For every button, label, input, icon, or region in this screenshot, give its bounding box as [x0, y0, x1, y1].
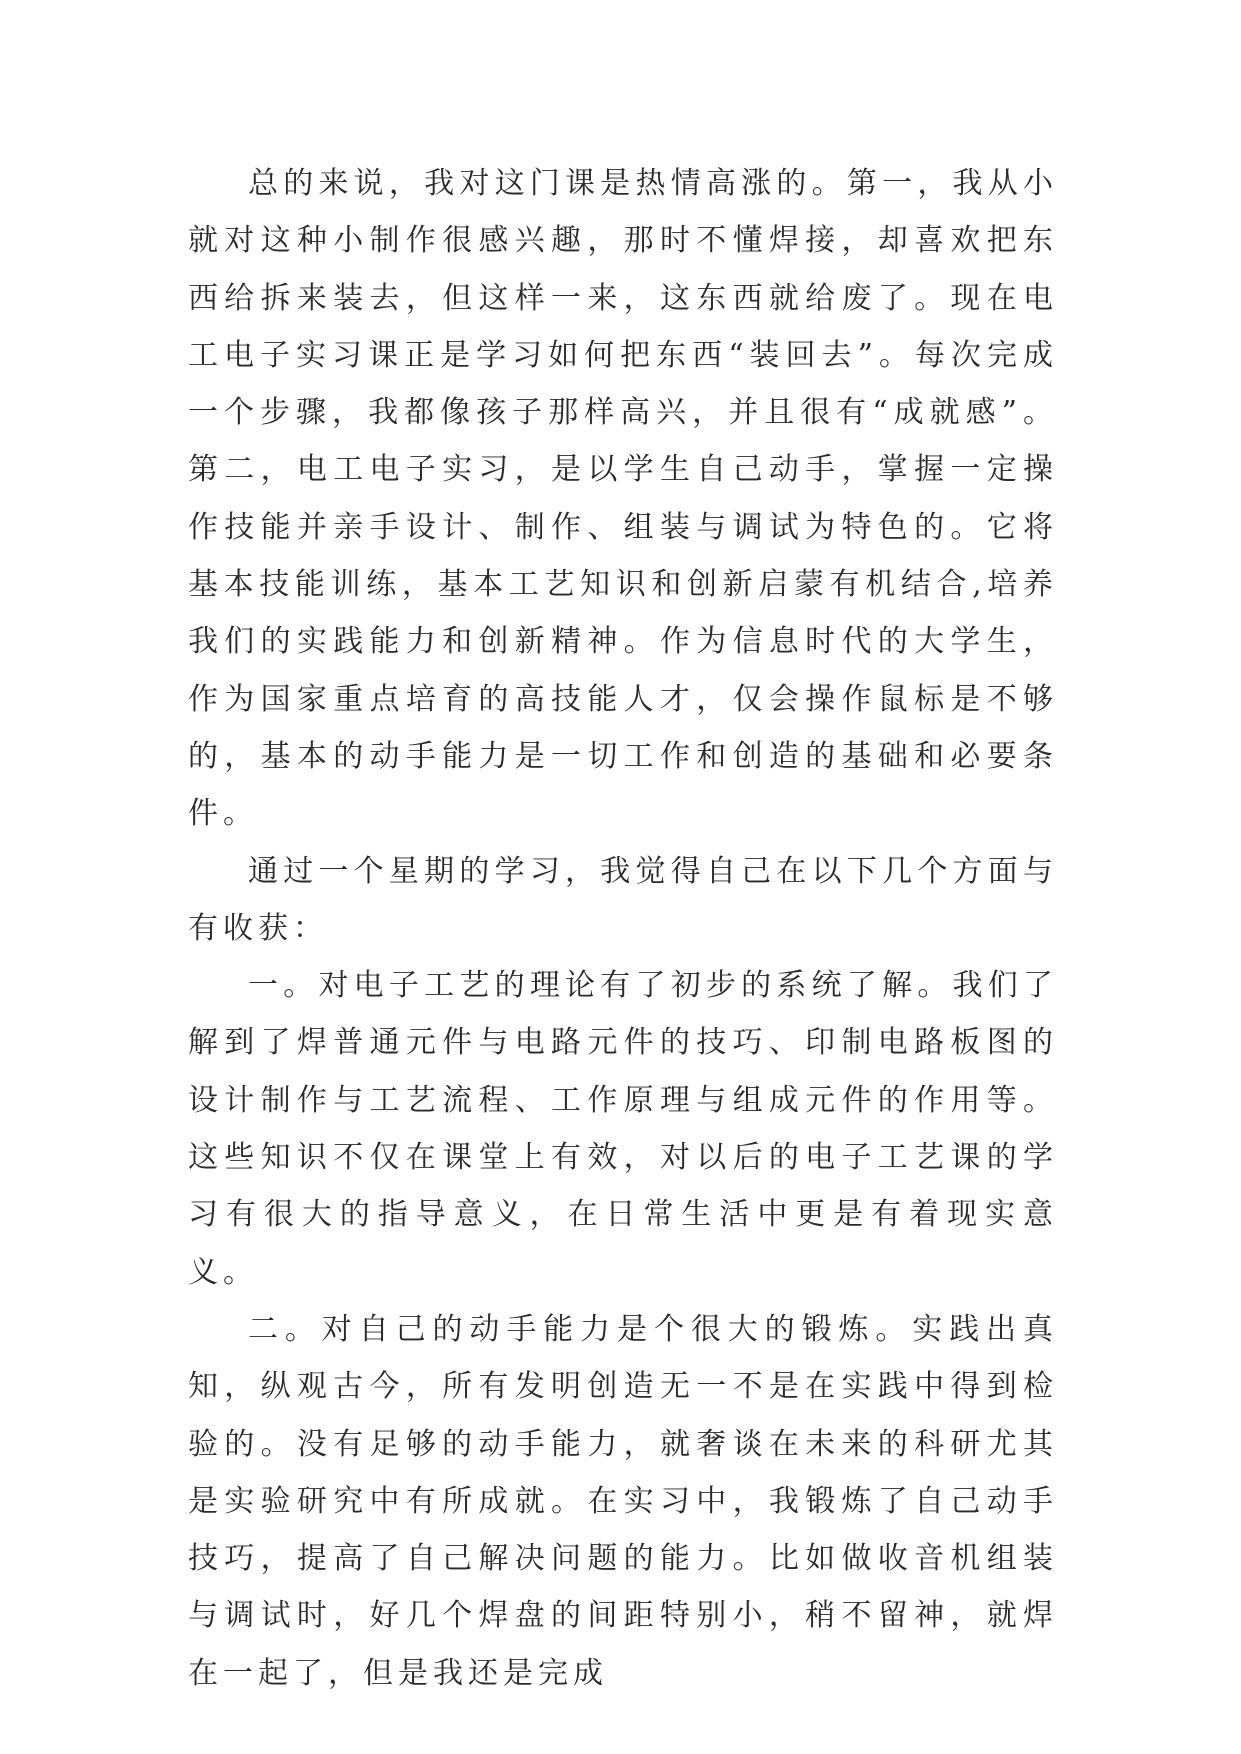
paragraph-gains-intro: 通过一个星期的学习，我觉得自己在以下几个方面与有收获： — [188, 853, 1058, 946]
paragraph-course-enthusiasm: 总的来说，我对这门课是热情高涨的。第一，我从小就对这种小制作很感兴趣，那时不懂焊接，却喜欢把东西给拆来装去，但这样一来，这东西就给废了。现在电工电子实习课正是学习如何把东西“装回去”。每次完成一个步骤，我都像孩子那样高兴，并且很有“成就感”。第二，电工电子实习，是以学生自己动手，掌握一定操作技能并亲手设计、制作、组装与调试为特色的。它将基本技能训练，基本工艺知识和创新启蒙有机结合,培养我们的实践能力和创新精神。作为信息时代的大学生，作为国家重点培育的高技能人才，仅会操作鼠标是不够的，基本的动手能力是一切工作和创造的基础和必要条件。 — [188, 166, 1058, 832]
document-body — [188, 155, 1058, 1702]
paragraph-point-two: 二。对自己的动手能力是个很大的锻炼。实践出真知，纵观古今，所有发明创造无一不是在实践中得到检验的。没有足够的动手能力，就奢谈在未来的科研尤其是实验研究中有所成就。在实习中，我锻炼了自己动手技巧，提高了自己解决问题的能力。比如做收音机组装与调试时，好几个焊盘的间距特别小，稍不留神，就焊在一起了，但是我还是完成 — [188, 1311, 1058, 1691]
paragraph-point-one: 一。对电子工艺的理论有了初步的系统了解。我们了解到了焊普通元件与电路元件的技巧、印制电路板图的设计制作与工艺流程、工作原理与组成元件的作用等。这些知识不仅在课堂上有效，对以后的电子工艺课的学习有很大的指导意义，在日常生活中更是有着现实意义。 — [188, 968, 1058, 1290]
